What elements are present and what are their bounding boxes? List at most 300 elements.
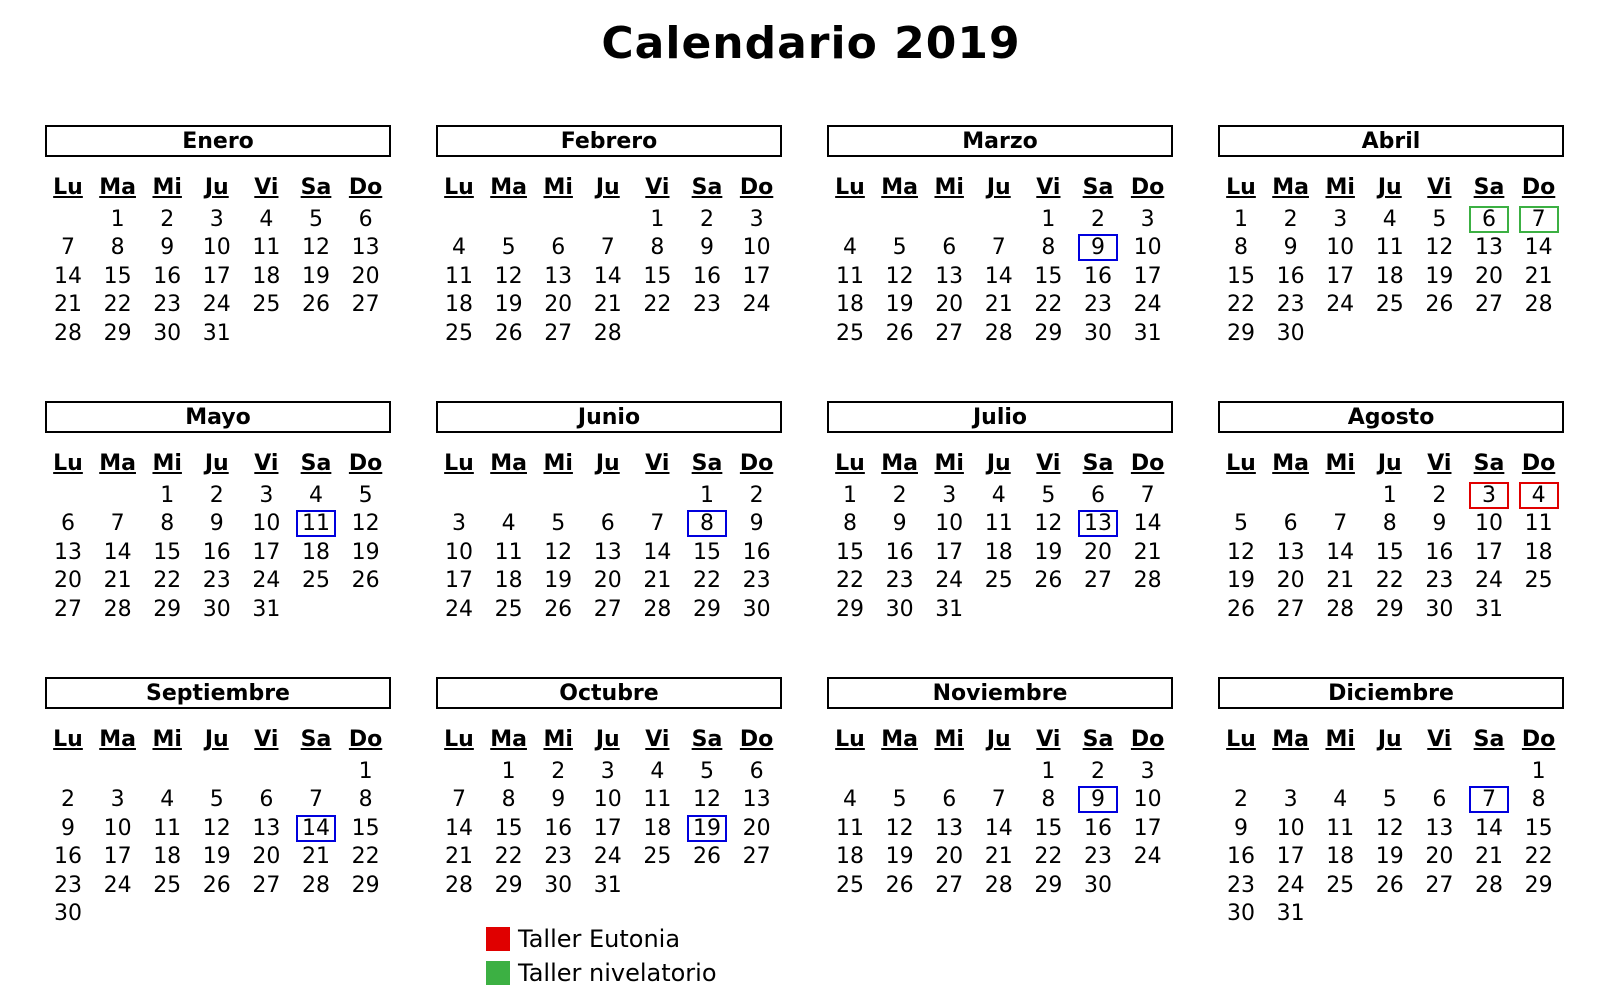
day-cell: 31 [202,320,231,346]
day-cell: 2 [749,483,764,508]
day-cell: 20 [54,568,82,594]
day-cell: 14 [984,263,1013,289]
weekday-label: Sa [1473,727,1505,752]
day-cell: 30 [1084,320,1112,346]
weekday-label: Do [1130,175,1165,200]
day-cell: 8 [1234,235,1248,261]
day-cell: 26 [302,292,330,318]
day-cell: 28 [103,596,132,622]
day-cell: 4 [1333,787,1348,813]
month-header: Julio [827,401,1173,433]
day-cell: 23 [1084,292,1112,318]
day-cell: 3 [259,483,274,508]
day-cell: 29 [1034,872,1063,898]
day-cell: 10 [202,235,231,261]
weekday-label: Ma [490,451,527,476]
weekday-label: Vi [254,727,279,752]
day-cell: 8 [843,511,857,537]
day-cell-highlighted: 7 [1469,786,1509,813]
weekday-label: Do [1521,727,1556,752]
day-cell: 9 [551,787,566,813]
day-cell: 9 [1234,815,1248,841]
day-cell: 19 [1425,263,1454,289]
day-cell: 25 [445,320,473,346]
day-cell: 25 [1375,292,1404,318]
weekday-label: Sa [691,727,723,752]
day-cell: 30 [1276,320,1305,346]
day-cell: 15 [351,815,380,841]
day-cell: 6 [1283,511,1298,537]
day-cell: 9 [209,511,224,537]
day-cell: 16 [1084,815,1112,841]
weekday-label: Lu [835,451,865,476]
day-cell: 22 [1524,844,1553,870]
weekday-label: Sa [300,727,332,752]
weekday-label: Ma [99,727,136,752]
day-cell: 4 [843,235,857,261]
day-cell: 12 [302,235,330,261]
day-cell: 15 [693,539,721,565]
weekday-label: Lu [444,451,474,476]
day-cell: 15 [643,263,672,289]
day-cell: 20 [1084,539,1112,565]
weekday-label: Vi [1427,727,1452,752]
day-cell: 11 [1326,815,1355,841]
day-cell: 27 [351,292,380,318]
day-cell: 18 [836,844,864,870]
day-cell: 16 [1227,844,1255,870]
day-cell: 4 [452,235,466,261]
day-cell: 3 [1333,207,1348,232]
day-cell: 24 [1326,292,1355,318]
day-cell: 14 [1326,539,1355,565]
day-cell: 30 [1425,596,1454,622]
day-cell: 5 [1234,511,1248,537]
weekday-label: Do [1521,175,1556,200]
weekday-label: Mi [152,175,182,200]
day-cell: 7 [650,511,665,537]
weekday-label: Ma [99,451,136,476]
weekday-label: Vi [645,175,670,200]
day-cell: 17 [935,539,964,565]
weekday-label: Lu [1226,451,1256,476]
weekday-label: Vi [254,451,279,476]
day-cell: 13 [593,539,622,565]
day-cell: 3 [1283,787,1298,813]
weekday-label: Vi [645,727,670,752]
day-cell: 21 [1326,568,1355,594]
day-cell: 29 [351,872,380,898]
day-cell: 19 [494,292,523,318]
day-cell: 15 [836,539,864,565]
day-cell: 25 [494,596,523,622]
day-cell: 27 [252,872,281,898]
day-cell: 18 [1326,844,1355,870]
day-cell-highlighted: 9 [1078,234,1118,261]
day-cell: 1 [160,483,175,508]
day-cell: 1 [700,483,714,508]
day-cell: 14 [1133,511,1162,537]
day-cell: 26 [885,320,914,346]
day-cell: 21 [1524,263,1553,289]
day-cell: 30 [1227,901,1255,926]
day-cell: 12 [202,815,231,841]
day-cell: 18 [836,292,864,318]
weekday-label: Lu [53,451,83,476]
day-cell: 11 [1524,511,1553,537]
weekday-label: Do [348,175,383,200]
day-cell: 28 [445,872,473,898]
day-cell-highlighted: 6 [1469,206,1509,233]
day-cell: 2 [1432,483,1447,508]
day-cell: 17 [593,815,622,841]
legend-label: Taller Eutonia [518,925,681,953]
day-cell: 29 [103,320,132,346]
weekday-label: Vi [645,451,670,476]
day-cell: 5 [1382,787,1397,813]
weekday-label: Ju [595,727,620,752]
day-cell: 26 [544,596,573,622]
day-cell: 20 [1475,263,1503,289]
day-cell: 16 [1425,539,1454,565]
day-cell: 2 [1283,207,1298,232]
day-cell: 31 [1276,901,1305,926]
day-cell: 29 [836,596,864,622]
day-cell: 16 [202,539,231,565]
day-cell: 6 [1091,483,1105,508]
day-cell: 21 [984,844,1013,870]
day-cell-highlighted: 8 [687,510,727,537]
day-cell: 1 [1531,759,1546,784]
day-cell: 12 [1425,235,1454,261]
day-cell: 15 [1227,263,1255,289]
weekday-label: Ma [1272,451,1309,476]
day-cell-highlighted: 13 [1078,510,1118,537]
day-cell: 28 [643,596,672,622]
day-cell: 18 [445,292,473,318]
day-cell: 6 [358,207,373,232]
day-cell: 25 [1326,872,1355,898]
day-cell: 17 [742,263,771,289]
day-cell: 26 [494,320,523,346]
legend-swatch-icon [486,961,510,985]
day-cell: 3 [1140,759,1155,784]
day-cell: 20 [1276,568,1305,594]
day-cell: 5 [892,787,907,813]
legend-swatch-icon [486,927,510,951]
day-cell: 27 [1475,292,1503,318]
day-cell: 19 [351,539,380,565]
day-cell: 7 [600,235,615,261]
day-cell: 10 [1326,235,1355,261]
weekday-label: Lu [835,175,865,200]
day-cell: 18 [494,568,523,594]
weekday-label: Mi [152,451,182,476]
day-cell: 29 [1227,320,1255,346]
day-cell: 5 [209,787,224,813]
day-cell: 8 [1382,511,1397,537]
day-cell: 12 [693,787,721,813]
weekday-label: Do [739,451,774,476]
day-cell: 6 [259,787,274,813]
day-cell: 30 [742,596,771,622]
day-cell: 25 [836,320,864,346]
day-cell: 6 [600,511,615,537]
day-cell: 16 [885,539,914,565]
day-cell: 4 [501,511,516,537]
day-cell: 12 [1227,539,1255,565]
day-cell: 20 [1425,844,1454,870]
day-cell: 1 [1041,759,1056,784]
day-cell: 23 [1084,844,1112,870]
day-cell: 4 [1382,207,1397,232]
day-cell: 5 [551,511,566,537]
day-cell: 17 [445,568,473,594]
day-cell: 9 [700,235,714,261]
day-cell: 21 [302,844,330,870]
day-cell: 13 [351,235,380,261]
day-cell: 22 [494,844,523,870]
day-cell: 22 [693,568,721,594]
weekday-label: Ju [986,451,1011,476]
weekday-label: Mi [1325,451,1355,476]
day-cell: 28 [1524,292,1553,318]
day-cell: 28 [54,320,82,346]
day-cell: 2 [892,483,907,508]
weekday-label: Mi [152,727,182,752]
day-cell: 7 [61,235,75,261]
day-cell: 16 [693,263,721,289]
weekday-label: Ma [881,175,918,200]
page-title: Calendario 2019 [601,18,1021,69]
day-cell: 19 [202,844,231,870]
weekday-label: Do [348,727,383,752]
day-cell: 23 [885,568,914,594]
weekday-label: Do [739,175,774,200]
day-cell: 31 [593,872,622,898]
day-cell: 16 [742,539,771,565]
day-cell: 27 [593,596,622,622]
day-cell: 28 [1133,568,1162,594]
day-cell: 20 [544,292,573,318]
weekday-label: Ma [881,451,918,476]
day-cell: 11 [494,539,523,565]
day-cell: 11 [836,815,864,841]
day-cell-highlighted: 9 [1078,786,1118,813]
day-cell: 9 [1432,511,1447,537]
day-cell: 14 [593,263,622,289]
weekday-label: Lu [1226,727,1256,752]
weekday-label: Vi [1036,175,1061,200]
month-header: Septiembre [45,677,391,709]
day-cell: 9 [892,511,907,537]
day-cell: 3 [749,207,764,232]
weekday-label: Lu [1226,175,1256,200]
day-cell: 30 [54,901,82,926]
day-cell: 1 [501,759,516,784]
day-cell: 21 [593,292,622,318]
day-cell: 26 [351,568,380,594]
day-cell: 22 [643,292,672,318]
day-cell: 9 [61,815,75,841]
day-cell: 26 [693,844,721,870]
day-cell: 24 [1475,568,1503,594]
day-cell: 24 [445,596,473,622]
day-cell: 14 [103,539,132,565]
weekday-label: Ma [1272,727,1309,752]
day-cell: 1 [1234,207,1248,232]
day-cell: 26 [1034,568,1063,594]
day-cell: 2 [700,207,714,232]
day-cell: 31 [1133,320,1162,346]
day-cell: 22 [153,568,182,594]
day-cell: 6 [61,511,75,537]
day-cell: 3 [1140,207,1155,232]
weekday-label: Ma [1272,175,1309,200]
day-cell: 15 [1524,815,1553,841]
weekday-label: Sa [300,175,332,200]
day-cell: 16 [1084,263,1112,289]
day-cell: 31 [1475,596,1503,622]
day-cell: 20 [252,844,281,870]
day-cell: 27 [1276,596,1305,622]
day-cell: 5 [309,207,323,232]
day-cell: 22 [1375,568,1404,594]
day-cell: 15 [494,815,523,841]
day-cell: 25 [153,872,182,898]
weekday-label: Lu [53,727,83,752]
day-cell: 21 [1133,539,1162,565]
day-cell: 29 [1524,872,1553,898]
day-cell: 4 [843,787,857,813]
weekday-label: Mi [1325,727,1355,752]
day-cell: 8 [501,787,516,813]
day-cell: 27 [544,320,573,346]
day-cell: 24 [202,292,231,318]
day-cell: 6 [749,759,764,784]
weekday-label: Ma [490,727,527,752]
day-cell: 13 [935,815,964,841]
day-cell: 29 [1375,596,1404,622]
day-cell: 25 [1524,568,1553,594]
weekday-label: Lu [53,175,83,200]
day-cell: 18 [153,844,182,870]
day-cell: 19 [885,844,914,870]
day-cell: 14 [54,263,82,289]
day-cell: 23 [1425,568,1454,594]
weekday-label: Mi [934,175,964,200]
day-cell: 13 [1276,539,1305,565]
day-cell: 17 [1133,815,1162,841]
day-cell: 28 [1475,872,1503,898]
day-cell: 5 [501,235,516,261]
day-cell: 22 [836,568,864,594]
weekday-label: Ju [986,175,1011,200]
month-header: Noviembre [827,677,1173,709]
day-cell: 2 [1091,759,1105,784]
day-cell: 9 [160,235,175,261]
day-cell: 14 [445,815,473,841]
day-cell: 20 [593,568,622,594]
day-cell: 18 [643,815,672,841]
day-cell: 11 [1375,235,1404,261]
day-cell: 9 [749,511,764,537]
day-cell: 21 [54,292,82,318]
day-cell: 31 [935,596,964,622]
day-cell: 13 [252,815,281,841]
weekday-label: Lu [444,175,474,200]
day-cell: 24 [593,844,622,870]
day-cell: 5 [892,235,907,261]
weekday-label: Do [1521,451,1556,476]
day-cell: 30 [544,872,573,898]
day-cell: 11 [252,235,281,261]
day-cell: 28 [593,320,622,346]
day-cell: 20 [351,263,380,289]
day-cell: 3 [209,207,224,232]
legend [486,922,717,990]
weekday-label: Mi [1325,175,1355,200]
day-cell: 24 [935,568,964,594]
day-cell: 25 [302,568,330,594]
weekday-label: Sa [691,451,723,476]
day-cell: 16 [54,844,82,870]
day-cell: 10 [1276,815,1305,841]
day-cell: 24 [1276,872,1305,898]
day-cell: 13 [1425,815,1454,841]
day-cell: 12 [494,263,523,289]
weekday-label: Sa [1082,451,1114,476]
day-cell: 26 [885,872,914,898]
weekday-label: Vi [1427,451,1452,476]
weekday-label: Sa [1082,727,1114,752]
day-cell: 3 [600,759,615,784]
weekday-label: Ju [595,451,620,476]
day-cell: 5 [1041,483,1056,508]
day-cell: 1 [110,207,125,232]
weekday-label: Ma [881,727,918,752]
day-cell: 20 [935,292,964,318]
weekday-label: Ju [595,175,620,200]
weekday-label: Lu [444,727,474,752]
day-cell: 7 [1333,511,1348,537]
day-cell: 25 [252,292,281,318]
day-cell: 23 [693,292,721,318]
day-cell: 10 [1133,235,1162,261]
weekday-label: Vi [1036,451,1061,476]
day-cell: 14 [1524,235,1553,261]
day-cell: 8 [1041,235,1056,261]
day-cell: 1 [1382,483,1397,508]
month-header: Diciembre [1218,677,1564,709]
day-cell: 23 [1276,292,1305,318]
day-cell: 11 [836,263,864,289]
day-cell: 5 [700,759,714,784]
day-cell: 4 [259,207,274,232]
day-cell: 26 [1227,596,1255,622]
weekday-label: Ju [1377,175,1402,200]
day-cell: 3 [452,511,466,537]
legend-item [486,956,717,990]
day-cell: 22 [351,844,380,870]
day-cell: 2 [209,483,224,508]
day-cell: 29 [494,872,523,898]
weekday-label: Ju [1377,451,1402,476]
day-cell: 8 [1041,787,1056,813]
day-cell: 23 [544,844,573,870]
day-cell: 15 [103,263,132,289]
day-cell: 10 [103,815,132,841]
